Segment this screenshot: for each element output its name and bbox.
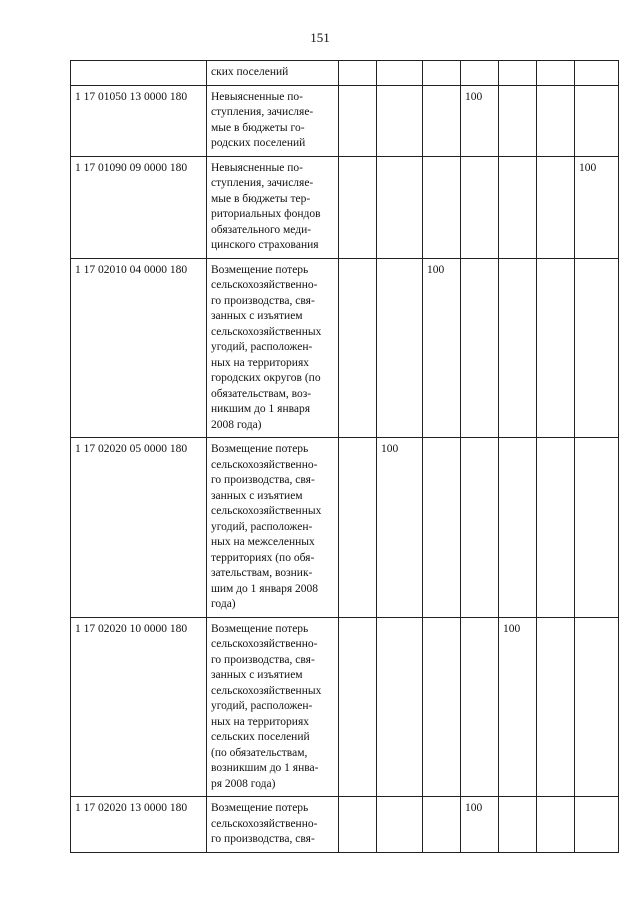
norm-percent-cell: 100 xyxy=(499,617,537,797)
revenue-name-line: ных на межселенных xyxy=(211,536,315,548)
revenue-name-line: ступления, зачисляе- xyxy=(211,106,314,118)
norm-percent-cell xyxy=(461,156,499,258)
revenue-name-line: ступления, зачисляе- xyxy=(211,177,314,189)
revenue-name-line: Невыясненные по- xyxy=(211,161,303,174)
table-row xyxy=(71,85,619,156)
norm-percent-cell xyxy=(575,85,619,156)
norm-percent-cell xyxy=(499,438,537,618)
revenue-name-line: Невыясненные по- xyxy=(211,90,303,103)
norm-percent-cell xyxy=(461,617,499,797)
revenue-name-line: ря 2008 года) xyxy=(211,777,276,790)
norm-percent-cell: 100 xyxy=(423,258,461,438)
table-row xyxy=(71,797,619,853)
revenue-name-line: сельскохозяйственных xyxy=(211,505,322,517)
norm-percent-cell xyxy=(499,156,537,258)
norm-percent-cell xyxy=(423,438,461,618)
revenue-name-line: риториальных фондов xyxy=(211,208,321,220)
revenue-name-line: Возмещение потерь xyxy=(211,802,309,814)
norm-percent-cell xyxy=(499,258,537,438)
norm-percent-cell xyxy=(537,258,575,438)
revenue-name-line: мые в бюджеты го- xyxy=(211,121,305,134)
revenue-name-line: сельскохозяйственно- xyxy=(211,458,318,471)
norm-percent-cell: 100 xyxy=(575,156,619,258)
revenue-name-line: сельскохозяйственных xyxy=(211,684,322,697)
table-row xyxy=(71,258,619,438)
revenue-name-cell xyxy=(207,61,339,86)
revenue-code-cell: 1 17 02020 10 0000 180 xyxy=(71,617,207,797)
table-body xyxy=(71,61,619,853)
norm-percent-cell xyxy=(537,85,575,156)
revenue-name-line: го производства, свя- xyxy=(211,474,315,486)
table-row xyxy=(71,61,619,86)
norm-percent-cell xyxy=(377,61,423,86)
revenue-name-line: обязательствам, воз- xyxy=(211,387,312,400)
revenue-name-line: шим до 1 января 2008 xyxy=(211,582,319,595)
revenue-name-cell xyxy=(207,438,339,618)
revenue-code-cell xyxy=(71,61,207,86)
norm-percent-cell xyxy=(423,85,461,156)
revenue-name-line: ских поселений xyxy=(211,66,289,78)
revenue-name-cell xyxy=(207,85,339,156)
revenue-name-line: 2008 года) xyxy=(211,418,262,431)
norm-percent-cell xyxy=(575,61,619,86)
revenue-name-line: угодий, расположен- xyxy=(211,341,313,353)
norm-percent-cell xyxy=(423,156,461,258)
norm-percent-cell xyxy=(537,617,575,797)
revenue-name-line: занных с изъятием xyxy=(211,669,303,681)
revenue-code-cell: 1 17 02020 13 0000 180 xyxy=(71,797,207,853)
page-number: 151 xyxy=(310,30,330,45)
revenue-code-cell: 1 17 02010 04 0000 180 xyxy=(71,258,207,438)
revenue-name-line: Возмещение потерь xyxy=(211,622,309,635)
revenue-name-cell xyxy=(207,797,339,853)
revenue-name-line: сельских поселений xyxy=(211,731,310,743)
revenue-name-cell xyxy=(207,258,339,438)
revenue-name-line: территориях (по обя- xyxy=(211,551,315,564)
revenue-name-line: никшим до 1 января xyxy=(211,403,311,415)
revenue-name-line: сельскохозяйственных xyxy=(211,325,322,338)
norm-percent-cell xyxy=(377,797,423,853)
table-row xyxy=(71,156,619,258)
norm-percent-cell xyxy=(339,61,377,86)
norm-percent-cell xyxy=(339,617,377,797)
revenue-name-line: ных на территориях xyxy=(211,715,309,728)
norm-percent-cell xyxy=(377,258,423,438)
revenue-name-line: года) xyxy=(211,598,236,610)
table-row xyxy=(71,617,619,797)
revenue-name-line: занных с изъятием xyxy=(211,310,303,322)
norm-percent-cell xyxy=(339,156,377,258)
norm-percent-cell xyxy=(537,438,575,618)
revenue-name-line: го производства, свя- xyxy=(211,833,315,845)
revenue-name-cell xyxy=(207,617,339,797)
revenue-name-line: городских округов (по xyxy=(211,372,321,384)
norm-percent-cell xyxy=(575,438,619,618)
norm-percent-cell xyxy=(537,797,575,853)
revenue-name-line: зательствам, возник- xyxy=(211,567,313,579)
revenue-name-line: угодий, расположен- xyxy=(211,700,313,712)
norm-percent-cell xyxy=(461,61,499,86)
revenue-name-line: Возмещение потерь xyxy=(211,263,309,276)
revenue-name-line: сельскохозяйственно- xyxy=(211,279,318,291)
norm-percent-cell: 100 xyxy=(377,438,423,618)
revenue-name-line: возникшим до 1 янва- xyxy=(211,762,319,774)
revenue-name-line: угодий, расположен- xyxy=(211,520,313,533)
norm-percent-cell xyxy=(575,617,619,797)
revenue-code-cell: 1 17 02020 05 0000 180 xyxy=(71,438,207,618)
table-row xyxy=(71,438,619,618)
revenue-name-line: сельскохозяйственно- xyxy=(211,817,318,830)
norm-percent-cell: 100 xyxy=(461,85,499,156)
norm-percent-cell xyxy=(423,617,461,797)
norm-percent-cell xyxy=(499,797,537,853)
norm-percent-cell xyxy=(423,61,461,86)
norm-percent-cell xyxy=(377,156,423,258)
revenue-name-line: цинского страхования xyxy=(211,239,319,251)
norm-percent-cell xyxy=(339,258,377,438)
revenue-name-line: го производства, свя- xyxy=(211,294,315,307)
norm-percent-cell xyxy=(339,85,377,156)
revenue-name-cell xyxy=(207,156,339,258)
norm-percent-cell xyxy=(537,61,575,86)
revenue-name-line: Возмещение потерь xyxy=(211,443,309,455)
norm-percent-cell xyxy=(461,258,499,438)
revenue-name-line: го производства, свя- xyxy=(211,653,315,666)
norm-percent-cell xyxy=(537,156,575,258)
norm-percent-cell xyxy=(339,797,377,853)
norm-percent-cell xyxy=(339,438,377,618)
norm-percent-cell xyxy=(377,85,423,156)
revenue-name-line: занных с изъятием xyxy=(211,489,303,502)
revenue-name-line: обязательного меди- xyxy=(211,223,312,236)
norm-percent-cell xyxy=(575,797,619,853)
revenue-name-line: мые в бюджеты тер- xyxy=(211,192,311,205)
revenue-name-line: (по обязательствам, xyxy=(211,746,308,759)
revenue-code-cell: 1 17 01050 13 0000 180 xyxy=(71,85,207,156)
norm-percent-cell xyxy=(575,258,619,438)
revenue-name-line: ных на территориях xyxy=(211,356,309,369)
norm-percent-cell xyxy=(461,438,499,618)
revenue-code-cell: 1 17 01090 09 0000 180 xyxy=(71,156,207,258)
norm-percent-cell: 100 xyxy=(461,797,499,853)
revenue-name-line: родских поселений xyxy=(211,137,306,149)
budget-revenue-table xyxy=(70,60,619,853)
norm-percent-cell xyxy=(423,797,461,853)
norm-percent-cell xyxy=(377,617,423,797)
revenue-name-line: сельскохозяйственно- xyxy=(211,638,318,650)
norm-percent-cell xyxy=(499,85,537,156)
norm-percent-cell xyxy=(499,61,537,86)
